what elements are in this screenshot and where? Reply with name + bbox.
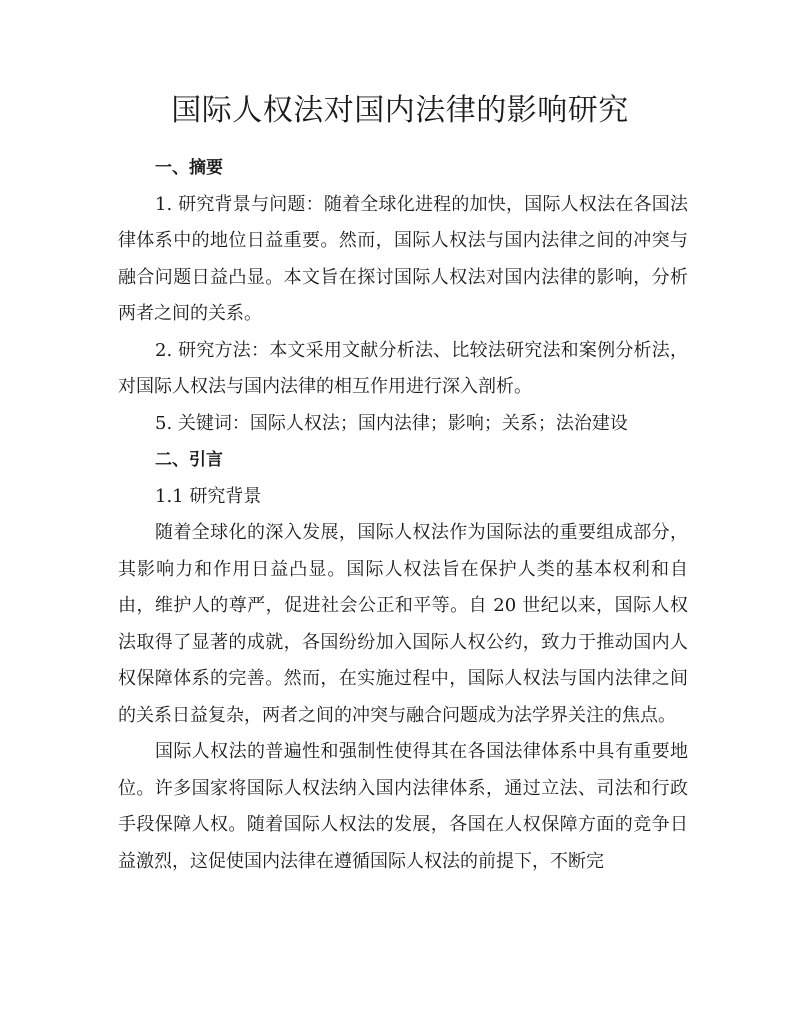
intro-paragraph-2: 国际人权法的普遍性和强制性使得其在各国法律体系中具有重要地位。许多国家将国际人权法纳入国内法律体系，通过立法、司法和行政手段保障人权。随着国际人权法的发展，各国在人权保障方面的竞争日益激烈，这促使国内法律在遵循国际人权法的前提下，不断完 [118,741,688,872]
abstract-paragraph-methods: 2. 研究方法：本文采用文献分析法、比较法研究法和案例分析法，对国际人权法与国内法律的相互作用进行深入剖析。 [118,339,688,397]
abstract-paragraph-keywords: 5. 关键词：国际人权法；国内法律；影响；关系；法治建设 [155,412,628,434]
document-body [118,150,688,880]
document-title: 国际人权法对国内法律的影响研究 [171,93,629,128]
abstract-paragraph-background: 1. 研究背景与问题：随着全球化进程的加快，国际人权法在各国法律体系中的地位日益重要。然而，国际人权法与国内法律之间的冲突与融合问题日益凸显。本文旨在探讨国际人权法对国内法律的影响，分析两者之间的关系。 [118,193,688,324]
intro-heading: 二、引言 [155,450,223,470]
intro-subheading: 1.1 研究背景 [155,485,262,507]
intro-paragraph-1: 随着全球化的深入发展，国际人权法作为国际法的重要组成部分，其影响力和作用日益凸显。国际人权法旨在保护人类的基本权利和自由，维护人的尊严，促进社会公正和平等。自 20 世纪以来，国际人权法取得了显著的成就，各国纷纷加入国际人权公约，致力于推动国内人权保障体系的完善。然而，在实施过程中，国际人权法与国内法律之间的关系日益复杂，两者之间的冲突与融合问题成为法学界关注的焦点。 [118,522,688,726]
abstract-heading: 一、摘要 [155,158,223,178]
